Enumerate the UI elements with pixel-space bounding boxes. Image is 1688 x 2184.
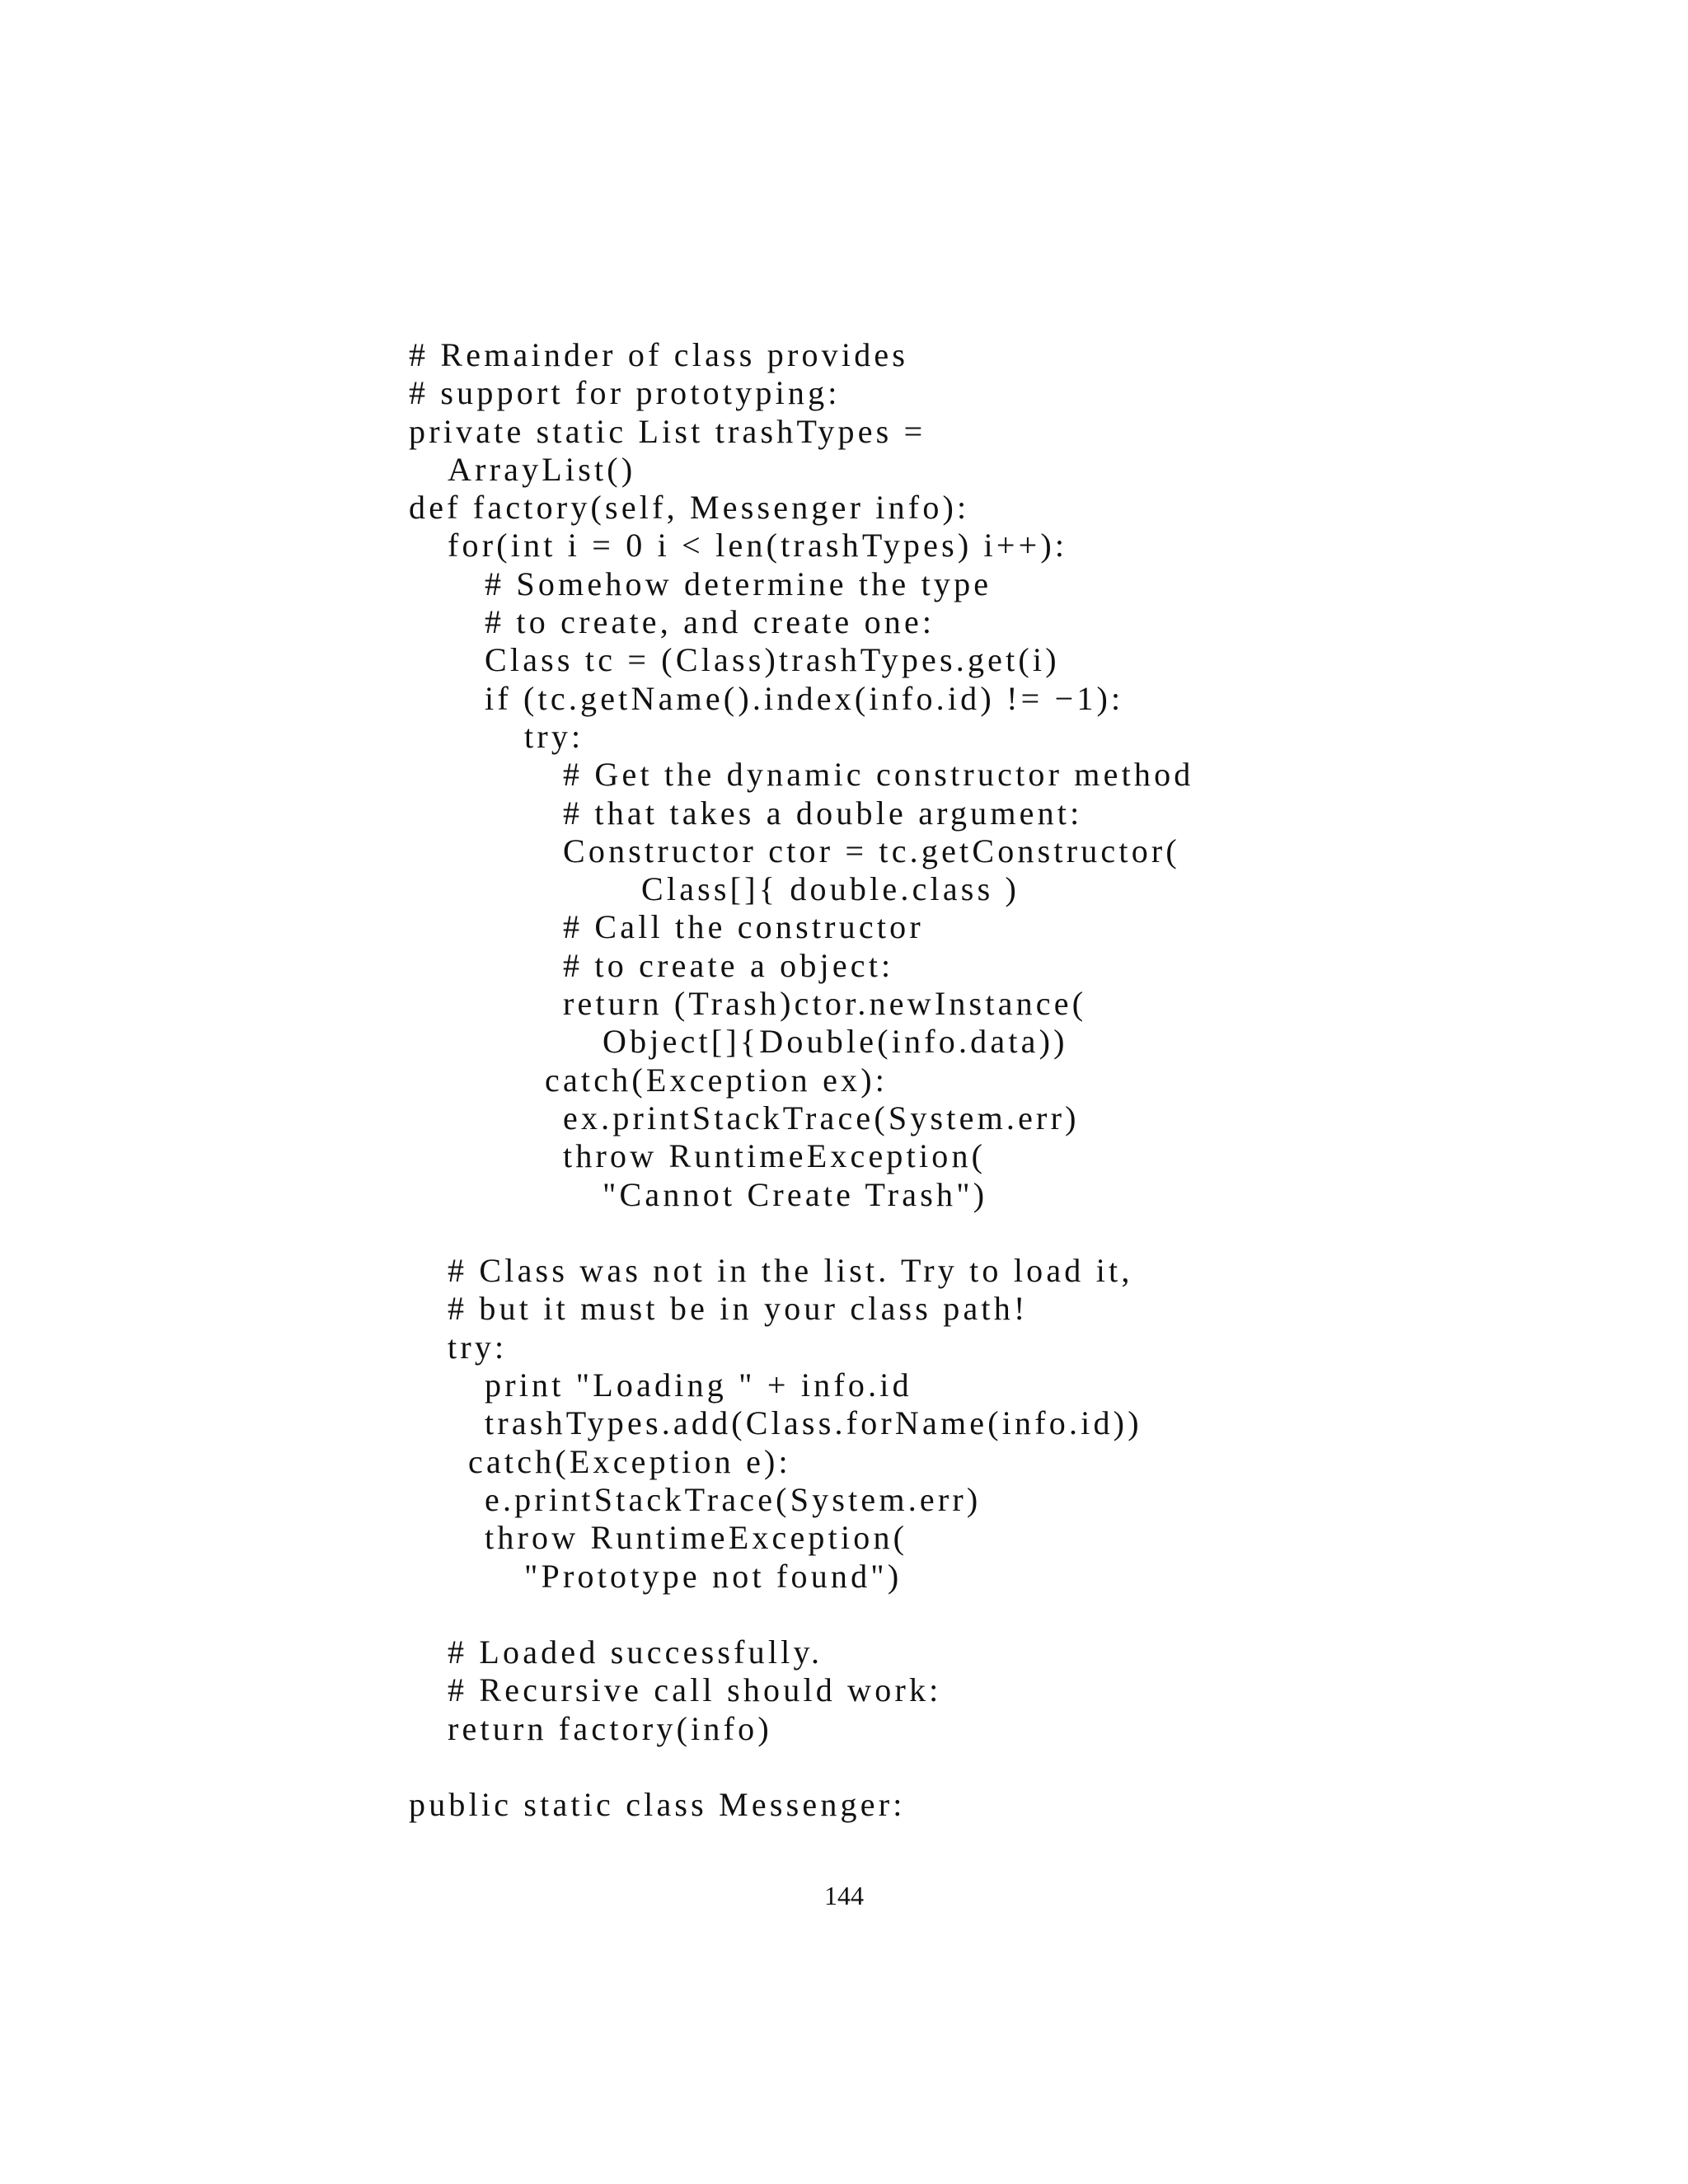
code-line: return factory(info) (448, 1709, 772, 1747)
code-line: return (Trash)ctor.newInstance( (563, 985, 1087, 1023)
code-line: Class[]{ double.class ) (641, 870, 1020, 908)
page-number: 144 (824, 1881, 864, 1910)
code-line: # support for prototyping: (409, 374, 841, 412)
code-line: e.printStackTrace(System.err) (485, 1480, 982, 1518)
code-line-blank (402, 1214, 1556, 1252)
code-line: throw RuntimeException( (563, 1137, 987, 1175)
code-line: # to create, and create one: (485, 603, 935, 641)
code-line-blank (402, 1748, 1556, 1786)
code-line: Constructor ctor = tc.getConstructor( (563, 832, 1180, 869)
code-listing (402, 336, 1556, 1825)
code-line: # to create a object: (563, 946, 894, 984)
code-line: catch(Exception e): (468, 1442, 791, 1480)
code-line: # Call the constructor (563, 908, 924, 946)
code-line: catch(Exception ex): (545, 1061, 889, 1099)
code-line: print "Loading " + info.id (485, 1366, 912, 1404)
code-line: # Loaded successfully. (448, 1633, 823, 1671)
code-line: "Prototype not found") (524, 1557, 903, 1595)
code-line: try: (448, 1328, 508, 1366)
code-line: if (tc.getName().index(info.id) != −1): (485, 679, 1124, 717)
code-line: # that takes a double argument: (563, 794, 1083, 832)
code-line: ex.printStackTrace(System.err) (563, 1099, 1080, 1137)
code-line: for(int i = 0 i < len(trashTypes) i++): (448, 527, 1068, 565)
code-line: trashTypes.add(Class.forName(info.id)) (485, 1404, 1142, 1442)
code-line: public static class Messenger: (409, 1786, 906, 1824)
code-line: def factory(self, Messenger info): (409, 489, 970, 527)
code-line: # but it must be in your class path! (448, 1290, 1029, 1328)
code-line: "Cannot Create Trash") (603, 1175, 988, 1213)
code-line: try: (524, 717, 584, 755)
code-line: private static List trashTypes = (409, 412, 926, 450)
code-line: # Class was not in the list. Try to load it, (448, 1252, 1133, 1290)
code-line: # Get the dynamic constructor method (563, 756, 1194, 794)
code-line: ArrayList() (448, 450, 636, 488)
code-line: Class tc = (Class)trashTypes.get(i) (485, 641, 1060, 679)
code-line-blank (402, 1596, 1556, 1633)
code-line: # Recursive call should work: (448, 1671, 942, 1709)
code-line: Object[]{Double(info.data)) (603, 1023, 1068, 1061)
code-line: # Remainder of class provides (409, 336, 909, 373)
code-line: throw RuntimeException( (485, 1519, 908, 1557)
code-line: # Somehow determine the type (485, 565, 992, 602)
